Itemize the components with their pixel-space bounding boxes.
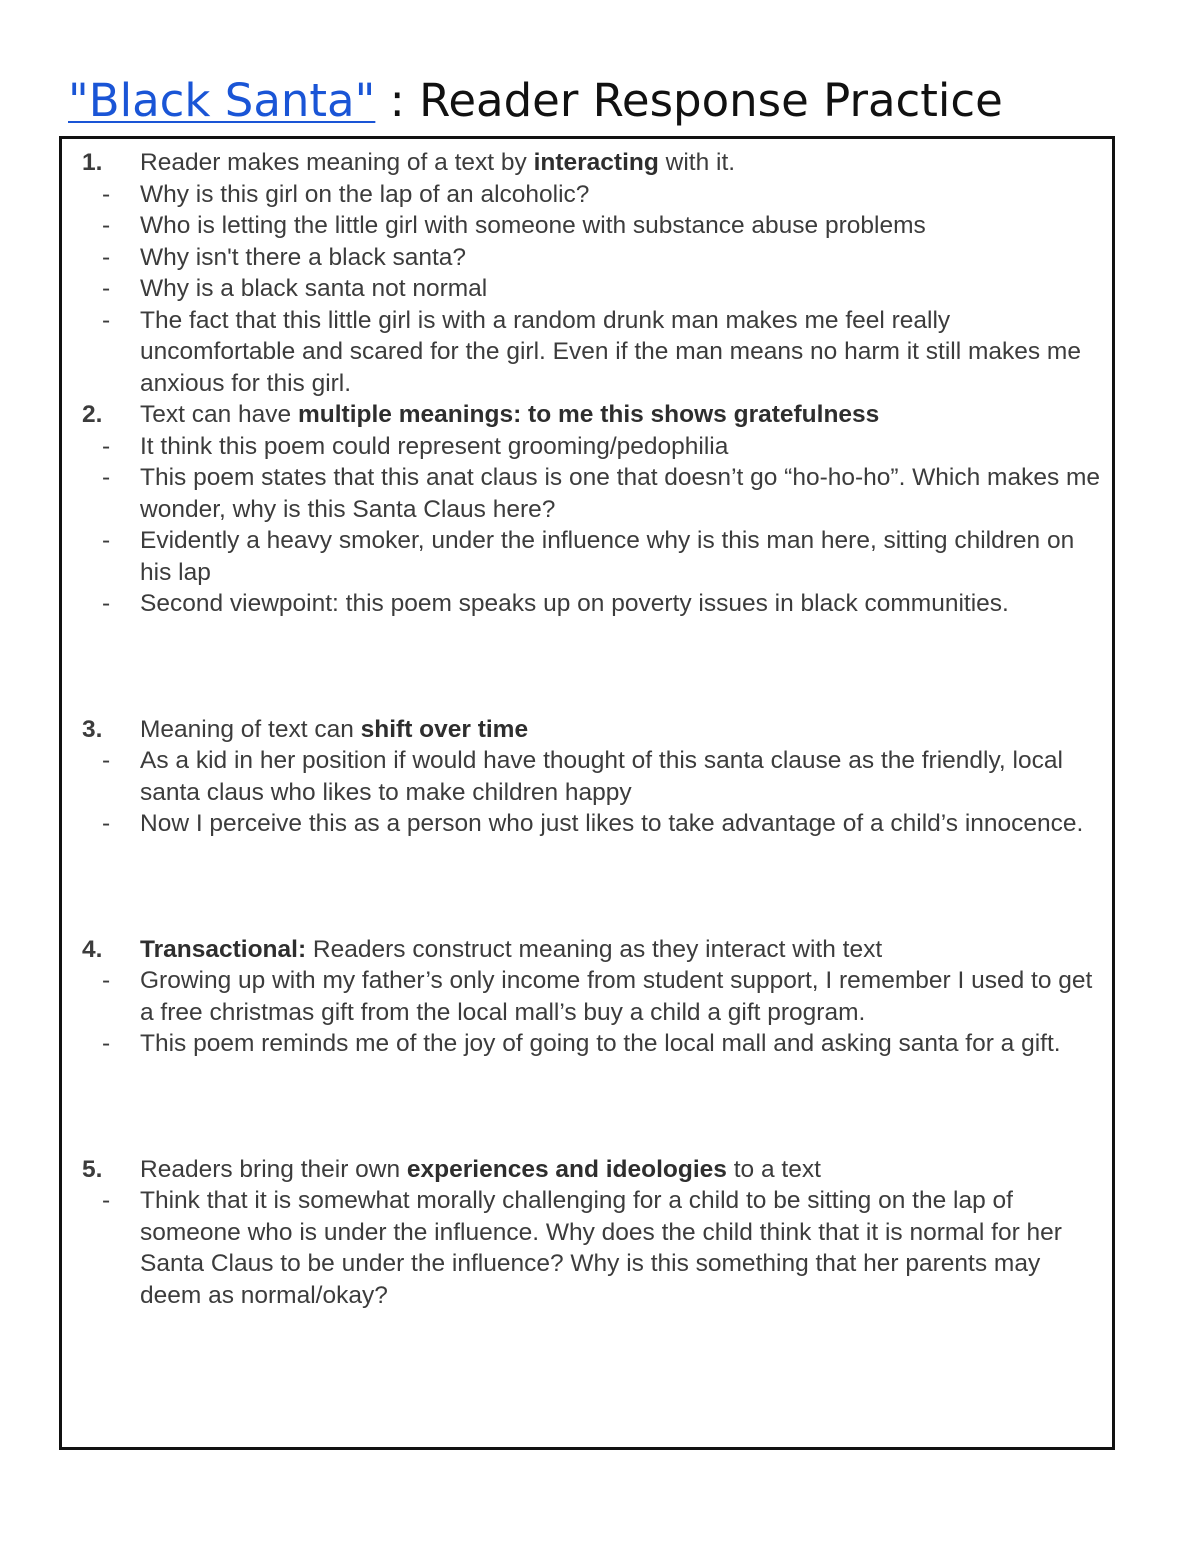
bullet-marker: - (102, 1187, 111, 1214)
bullet-marker: - (102, 243, 111, 271)
bullet-marker: - (102, 527, 111, 554)
section-3 (82, 714, 1102, 840)
bullet-marker: - (102, 432, 111, 460)
section-heading: 4. Transactional: Readers construct meaning as they interact with text (82, 934, 1102, 966)
list-item: - Who is letting the little girl with someone with substance abuse problems (82, 210, 1102, 242)
section-number: 1. (82, 149, 103, 176)
list-item: - Why is this girl on the lap of an alcoholic? (82, 179, 1102, 211)
bullet-marker: - (102, 464, 111, 491)
list-item: - Growing up with my father’s only income from student support, I remember I used to get a free christmas gift from the local mall’s buy a child a gift program. (102, 967, 1093, 1026)
section-number: 5. (82, 1155, 103, 1183)
heading-emphasis: experiences and ideologies (406, 1155, 727, 1183)
section-heading: 2. Text can have multiple meanings: to me this shows gratefulness (82, 399, 1102, 431)
bullet-marker: - (102, 747, 111, 774)
bullet-marker: - (102, 590, 111, 617)
list-item: - Now I perceive this as a person who just likes to take advantage of a child’s innocence. (82, 808, 1102, 840)
section-number: 2. (82, 401, 103, 428)
section-heading: 1. Reader makes meaning of a text by interacting with it. (82, 147, 1102, 179)
bullet-list (82, 965, 1102, 1060)
bullet-list (82, 431, 1102, 620)
spacer (82, 840, 1102, 934)
section-2 (82, 399, 1102, 620)
list-item: - This poem states that this anat claus is one that doesn’t go “ho-ho-ho”. Which makes me wonder, why is this Santa Claus here? (102, 464, 1101, 523)
bullet-marker: - (102, 180, 111, 208)
section-number: 3. (82, 715, 103, 743)
bullet-marker: - (102, 967, 111, 994)
bullet-marker: - (102, 275, 111, 302)
list-item: - Think that it is somewhat morally challenging for a child to be sitting on the lap of someone who is under the influence. Why does the child think that it is normal for her Santa Claus to be under the influence? Why is this something that her parents may deem as normal/okay? (102, 1187, 1062, 1309)
response-content (82, 147, 1102, 1311)
section-4 (82, 934, 1102, 1060)
section-5 (82, 1154, 1102, 1312)
bullet-list (82, 745, 1102, 840)
heading-emphasis: Transactional: (140, 935, 307, 963)
list-item: - This poem reminds me of the joy of going to the local mall and asking santa for a gift. (82, 1028, 1102, 1060)
title-text: : Reader Response Practice (375, 74, 1003, 127)
spacer (82, 620, 1102, 714)
bullet-list (82, 179, 1102, 400)
section-number: 4. (82, 935, 103, 963)
section-heading: 5. Readers bring their own experiences and ideologies to a text (82, 1154, 1102, 1186)
list-item: - As a kid in her position if would have thought of this santa clause as the friendly, local santa claus who likes to make children happy (102, 747, 1063, 806)
list-item: - Second viewpoint: this poem speaks up on poverty issues in black communities. (82, 588, 1102, 620)
list-item: - Evidently a heavy smoker, under the influence why is this man here, sitting children on his lap (102, 527, 1075, 586)
section-heading: 3. Meaning of text can shift over time (82, 714, 1102, 746)
bullet-marker: - (102, 810, 111, 837)
title-link[interactable]: "Black Santa" (68, 74, 376, 127)
bullet-list (82, 1185, 1102, 1311)
list-item: - Why is a black santa not normal (82, 273, 1102, 305)
bullet-marker: - (102, 1030, 111, 1057)
list-item: - It think this poem could represent grooming/pedophilia (82, 431, 1102, 463)
bullet-marker: - (102, 212, 111, 239)
page-title (68, 72, 1003, 130)
spacer (82, 1060, 1102, 1154)
section-1 (82, 147, 1102, 399)
heading-emphasis: interacting (533, 149, 659, 176)
heading-emphasis: shift over time (360, 715, 529, 743)
list-item: - The fact that this little girl is with a random drunk man makes me feel really uncomfortable and scared for the girl. Even if the man means no harm it still makes me anxious for this girl. (102, 306, 1081, 397)
list-item: - Why isn't there a black santa? (82, 242, 1102, 274)
heading-emphasis: multiple meanings: to me this shows gratefulness (297, 401, 880, 428)
bullet-marker: - (102, 306, 111, 334)
